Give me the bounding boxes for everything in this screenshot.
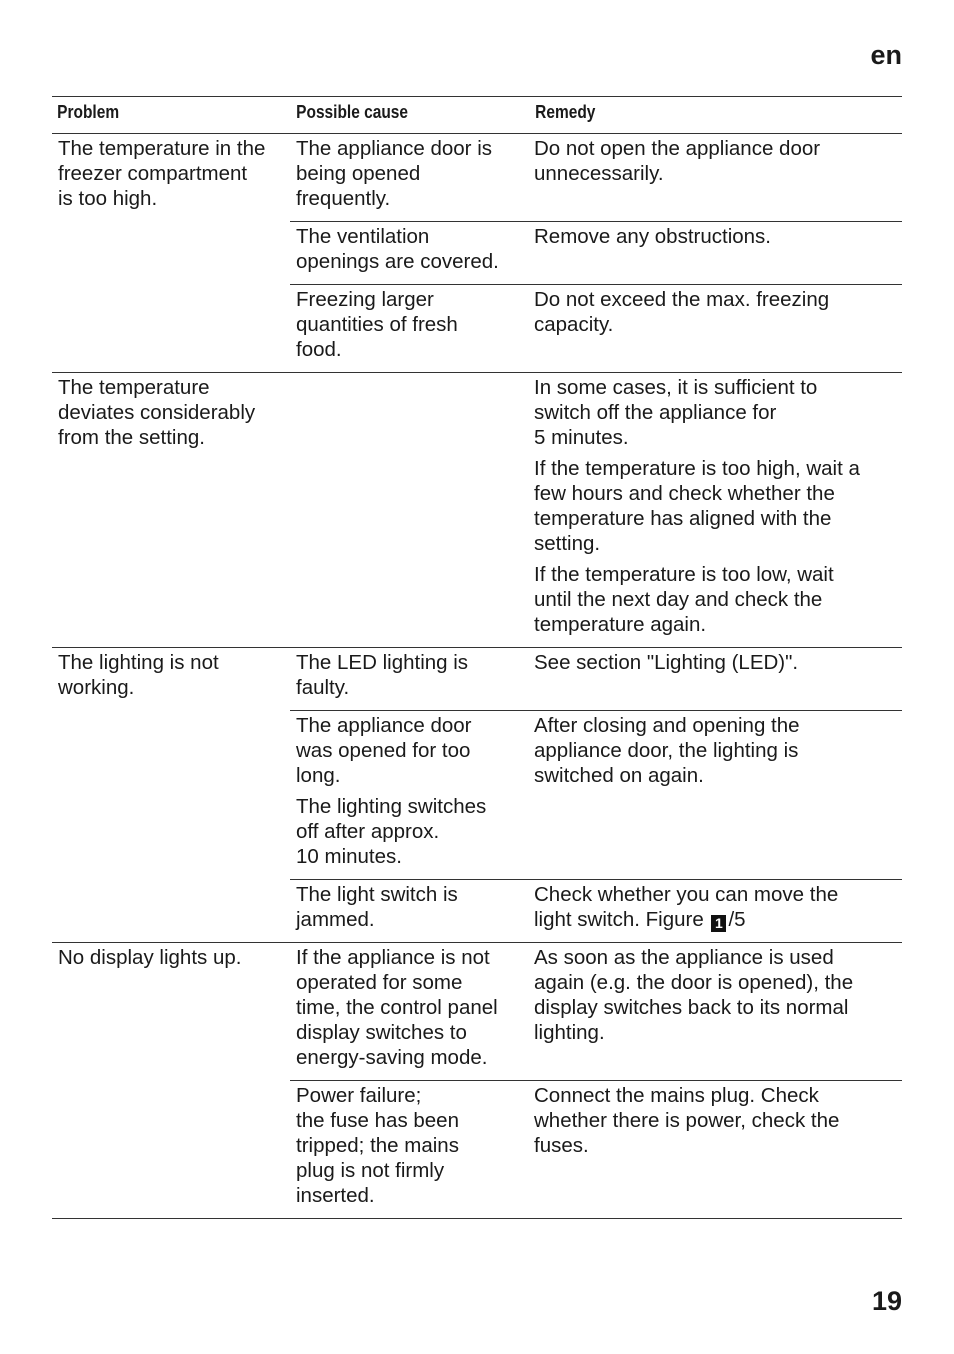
cause-cell xyxy=(290,222,528,284)
remedy-text xyxy=(534,562,902,637)
remedy-cell xyxy=(528,648,902,710)
header-remedy: Remedy xyxy=(535,102,596,122)
remedy-cell xyxy=(528,1081,902,1218)
remedy-text xyxy=(534,1083,902,1158)
cause-text: Freezing larger quantities of fresh food. xyxy=(296,288,458,361)
cause-text: The appliance door is being opened frequently. xyxy=(296,137,493,210)
remedy-text xyxy=(534,713,902,788)
table-row xyxy=(290,710,902,879)
cause-cell xyxy=(290,711,528,879)
cause-text: The light switch is jammed. xyxy=(296,883,458,931)
problem-cell: The temperature in the freezer compartment is too high. xyxy=(58,137,266,210)
cause-cell xyxy=(290,285,528,372)
cause-text: Power failure; the fuse has been tripped; the mains plug is not firmly inserted. xyxy=(296,1084,459,1207)
problem-cell: The temperature deviates considerably from the setting. xyxy=(58,376,256,449)
cause-cell xyxy=(290,1081,528,1218)
remedy-text-span: Do not open the appliance door unnecessarily. xyxy=(534,137,821,185)
remedy-text-span: As soon as the appliance is used again (e.g. the door is opened), the display switches back to its normal lighting. xyxy=(534,946,854,1044)
remedy-text xyxy=(534,650,902,675)
table-header xyxy=(52,96,902,134)
remedy-text xyxy=(534,456,902,556)
remedy-text-span: See section "Lighting (LED)". xyxy=(534,651,799,674)
cause-cell xyxy=(290,880,528,942)
cause-text: The lighting switches off after approx. 10 minutes. xyxy=(296,795,487,868)
remedy-text xyxy=(534,882,902,932)
remedy-text-span: In some cases, it is sufficient to switch off the appliance for 5 minutes. xyxy=(534,376,818,449)
remedy-text xyxy=(534,136,902,186)
cause-text: The LED lighting is faulty. xyxy=(296,651,469,699)
table-row xyxy=(290,221,902,284)
header-possible-cause: Possible cause xyxy=(296,102,408,122)
remedy-text xyxy=(534,287,902,337)
table-row xyxy=(290,879,902,942)
troubleshooting-table xyxy=(52,96,902,1219)
cause-text: If the appliance is not operated for some time, the control panel display switches to energy-saving mode. xyxy=(296,946,498,1069)
remedy-cell xyxy=(528,285,902,372)
remedy-text-span: If the temperature is too high, wait a few hours and check whether the temperature has aligned with the setting. xyxy=(534,457,860,555)
remedy-cell xyxy=(528,711,902,879)
language-label: en xyxy=(870,40,902,70)
cause-cell xyxy=(290,648,528,710)
remedy-text xyxy=(534,224,902,249)
remedy-text-span: If the temperature is too low, wait until the next day and check the temperature again. xyxy=(534,563,834,636)
problem-cell: No display lights up. xyxy=(58,946,242,969)
problem-group xyxy=(52,134,902,373)
problem-group xyxy=(52,943,902,1219)
remedy-cell xyxy=(528,134,902,221)
table-row xyxy=(290,1080,902,1218)
remedy-cell xyxy=(528,373,902,647)
remedy-text-span: After closing and opening the appliance door, the lighting is switched on again. xyxy=(534,714,800,787)
header-problem: Problem xyxy=(57,102,120,122)
remedy-cell xyxy=(528,880,902,942)
remedy-cell xyxy=(528,943,902,1080)
cause-cell xyxy=(290,134,528,221)
table-row xyxy=(290,373,902,647)
remedy-text xyxy=(534,375,902,450)
remedy-text xyxy=(534,945,902,1045)
table-body xyxy=(52,134,902,1219)
remedy-text-span: Do not exceed the max. freezing capacity. xyxy=(534,288,830,336)
cause-text: The ventilation openings are covered. xyxy=(296,225,499,273)
remedy-text-span: Check whether you can move the light switch. Figure xyxy=(534,883,839,931)
table-row xyxy=(290,648,902,710)
problem-group xyxy=(52,648,902,943)
figure-number-box: 1 xyxy=(711,915,726,932)
cause-text: The appliance door was opened for too long. xyxy=(296,714,472,787)
cause-cell xyxy=(290,943,528,1080)
cause-cell xyxy=(290,373,528,647)
figure-suffix: /5 xyxy=(728,908,746,931)
page-number: 19 xyxy=(871,1286,902,1316)
table-row xyxy=(290,943,902,1080)
table-row xyxy=(290,284,902,372)
table-row xyxy=(290,134,902,221)
remedy-text-span: Connect the mains plug. Check whether there is power, check the fuses. xyxy=(534,1084,840,1157)
problem-cell: The lighting is not working. xyxy=(58,651,219,699)
remedy-text-span: Remove any obstructions. xyxy=(534,225,772,248)
remedy-cell xyxy=(528,222,902,284)
problem-group xyxy=(52,373,902,648)
